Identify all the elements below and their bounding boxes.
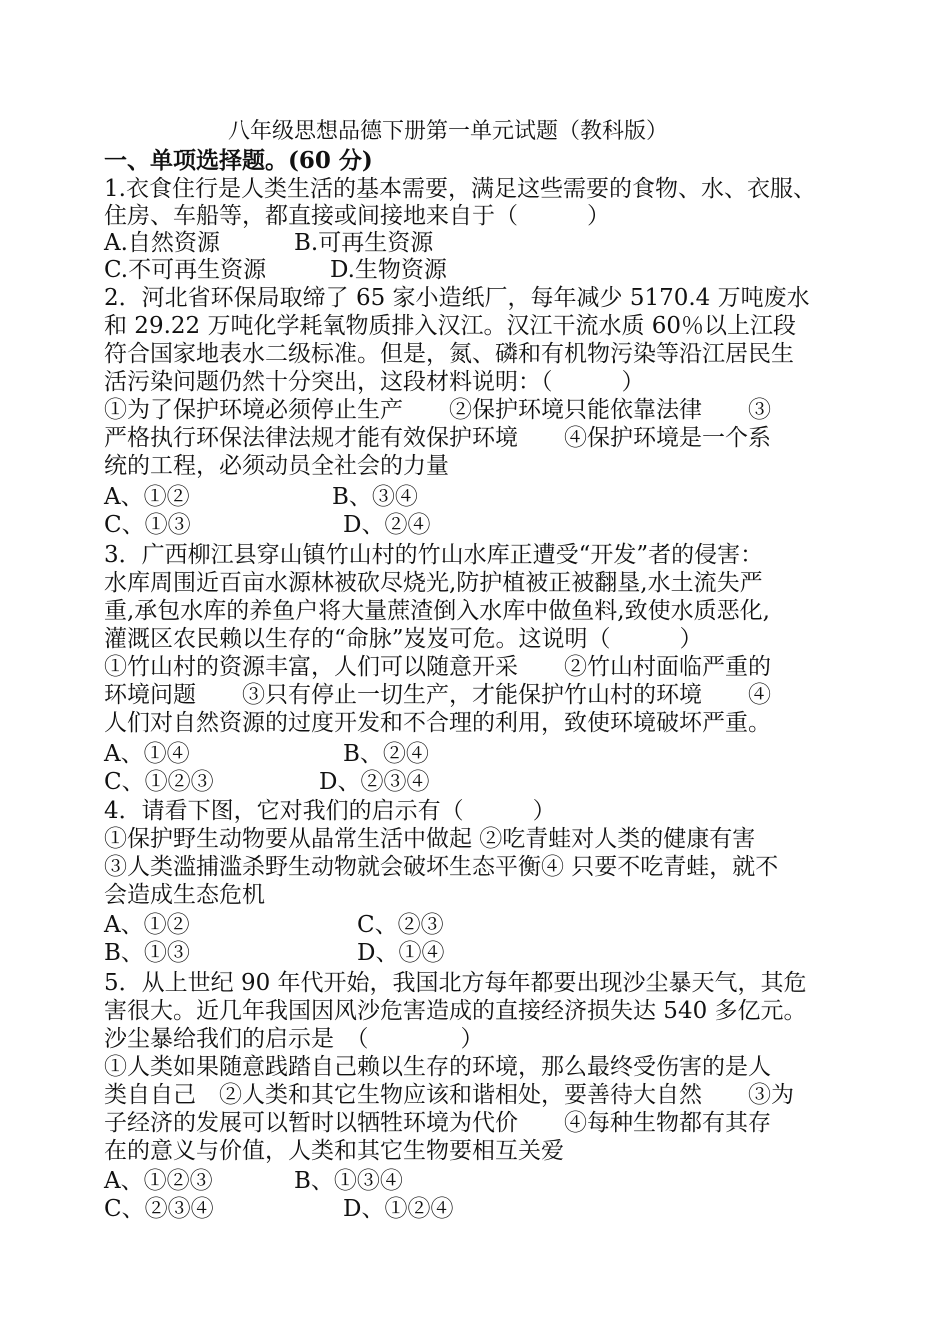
q5-line-3: 沙尘暴给我们的启示是 （ ） <box>104 1026 484 1052</box>
q2-line-2: 和 29.22 万吨化学耗氧物质排入汉江。汉江干流水质 60％以上江段 <box>104 313 797 339</box>
q4-option-c: C、②③ <box>357 912 444 938</box>
section-heading: 一、单项选择题。(60 分) <box>104 147 373 174</box>
q2-option-c: C、①③ <box>104 512 191 538</box>
q4-option-d: D、①④ <box>357 940 445 966</box>
q2-line-6: 严格执行环保法律法规才能有效保护环境 ④保护环境是一个系 <box>104 425 771 451</box>
q2-line-7: 统的工程，必须动员全社会的力量 <box>104 453 449 479</box>
q5-line-5: 类自自己 ②人类和其它生物应该和谐相处，要善待大自然 ③为 <box>104 1082 794 1108</box>
q5-line-2: 害很大。近几年我国因风沙危害造成的直接经济损失达 540 多亿元。 <box>104 998 807 1024</box>
q3-line-6: 环境问题 ③只有停止一切生产，才能保护竹山村的环境 ④ <box>104 682 771 708</box>
page-title: 八年级思想品德下册第一单元试题（教科版） <box>228 119 669 144</box>
q2-line-5: ①为了保护环境必须停止生产 ②保护环境只能依靠法律 ③ <box>104 397 771 423</box>
q2-line-1: 2．河北省环保局取缔了 65 家小造纸厂，每年减少 5170.4 万吨废水 <box>104 285 810 311</box>
q2-option-b: B、③④ <box>332 484 418 510</box>
q2-line-4: 活污染问题仍然十分突出，这段材料说明：（ ） <box>104 369 645 395</box>
q5-option-a: A、①②③ <box>104 1168 213 1194</box>
q1-option-a: A.自然资源 <box>104 230 220 256</box>
q2-line-3: 符合国家地表水二级标准。但是，氮、磷和有机物污染等沿江居民生 <box>104 341 794 367</box>
q4-line-4: 会造成生态危机 <box>104 882 265 908</box>
q4-line-2: ①保护野生动物要从晶常生活中做起 ②吃青蛙对人类的健康有害 <box>104 826 756 852</box>
q3-option-a: A、①④ <box>104 741 190 767</box>
q1-option-d: D.生物资源 <box>330 257 447 283</box>
q2-option-a: A、①② <box>104 484 190 510</box>
q1-line-2: 住房、车船等，都直接或间接地来自于（ ） <box>104 203 610 229</box>
q4-option-b: B、①③ <box>104 940 190 966</box>
q5-line-1: 5．从上世纪 90 年代开始，我国北方每年都要出现沙尘暴天气，其危 <box>104 970 807 996</box>
q5-option-c: C、②③④ <box>104 1196 214 1222</box>
q3-line-1: 3．广西柳江县穿山镇竹山村的竹山水库正遭受“开发”者的侵害： <box>104 542 764 568</box>
q5-line-4: ①人类如果随意践踏自己赖以生存的环境，那么最终受伤害的是人 <box>104 1054 771 1080</box>
q3-option-c: C、①②③ <box>104 769 214 795</box>
q4-option-a: A、①② <box>104 912 190 938</box>
q3-line-5: ①竹山村的资源丰富，人们可以随意开采 ②竹山村面临严重的 <box>104 654 771 680</box>
q4-line-1: 4．请看下图，它对我们的启示有（ ） <box>104 798 556 824</box>
q1-option-c: C.不可再生资源 <box>104 257 267 283</box>
q2-option-d: D、②④ <box>343 512 431 538</box>
q3-option-b: B、②④ <box>343 741 429 767</box>
q3-line-7: 人们对自然资源的过度开发和不合理的利用，致使环境破坏严重。 <box>104 710 771 736</box>
q1-option-b: B.可再生资源 <box>294 230 434 256</box>
q3-line-4: 灌溉区农民赖以生存的“命脉”岌岌可危。这说明（ ） <box>104 626 703 652</box>
q3-line-2: 水库周围近百亩水源林被砍尽烧光,防护植被正被翻垦,水土流失严 <box>104 570 763 596</box>
q5-option-b: B、①③④ <box>294 1168 403 1194</box>
q5-line-6: 子经济的发展可以暂时以牺牲环境为代价 ④每种生物都有其存 <box>104 1110 771 1136</box>
q3-option-d: D、②③④ <box>319 769 430 795</box>
q5-line-7: 在的意义与价值，人类和其它生物要相互关爱 <box>104 1138 564 1164</box>
q1-line-1: 1.衣食住行是人类生活的基本需要，满足这些需要的食物、水、衣服、 <box>104 176 816 202</box>
q4-line-3: ③人类滥捕滥杀野生动物就会破坏生态平衡④ 只要不吃青蛙，就不 <box>104 854 779 880</box>
q5-option-d: D、①②④ <box>343 1196 454 1222</box>
q3-line-3: 重,承包水库的养鱼户将大量蔗渣倒入水库中做鱼料,致使水质恶化, <box>104 598 770 624</box>
